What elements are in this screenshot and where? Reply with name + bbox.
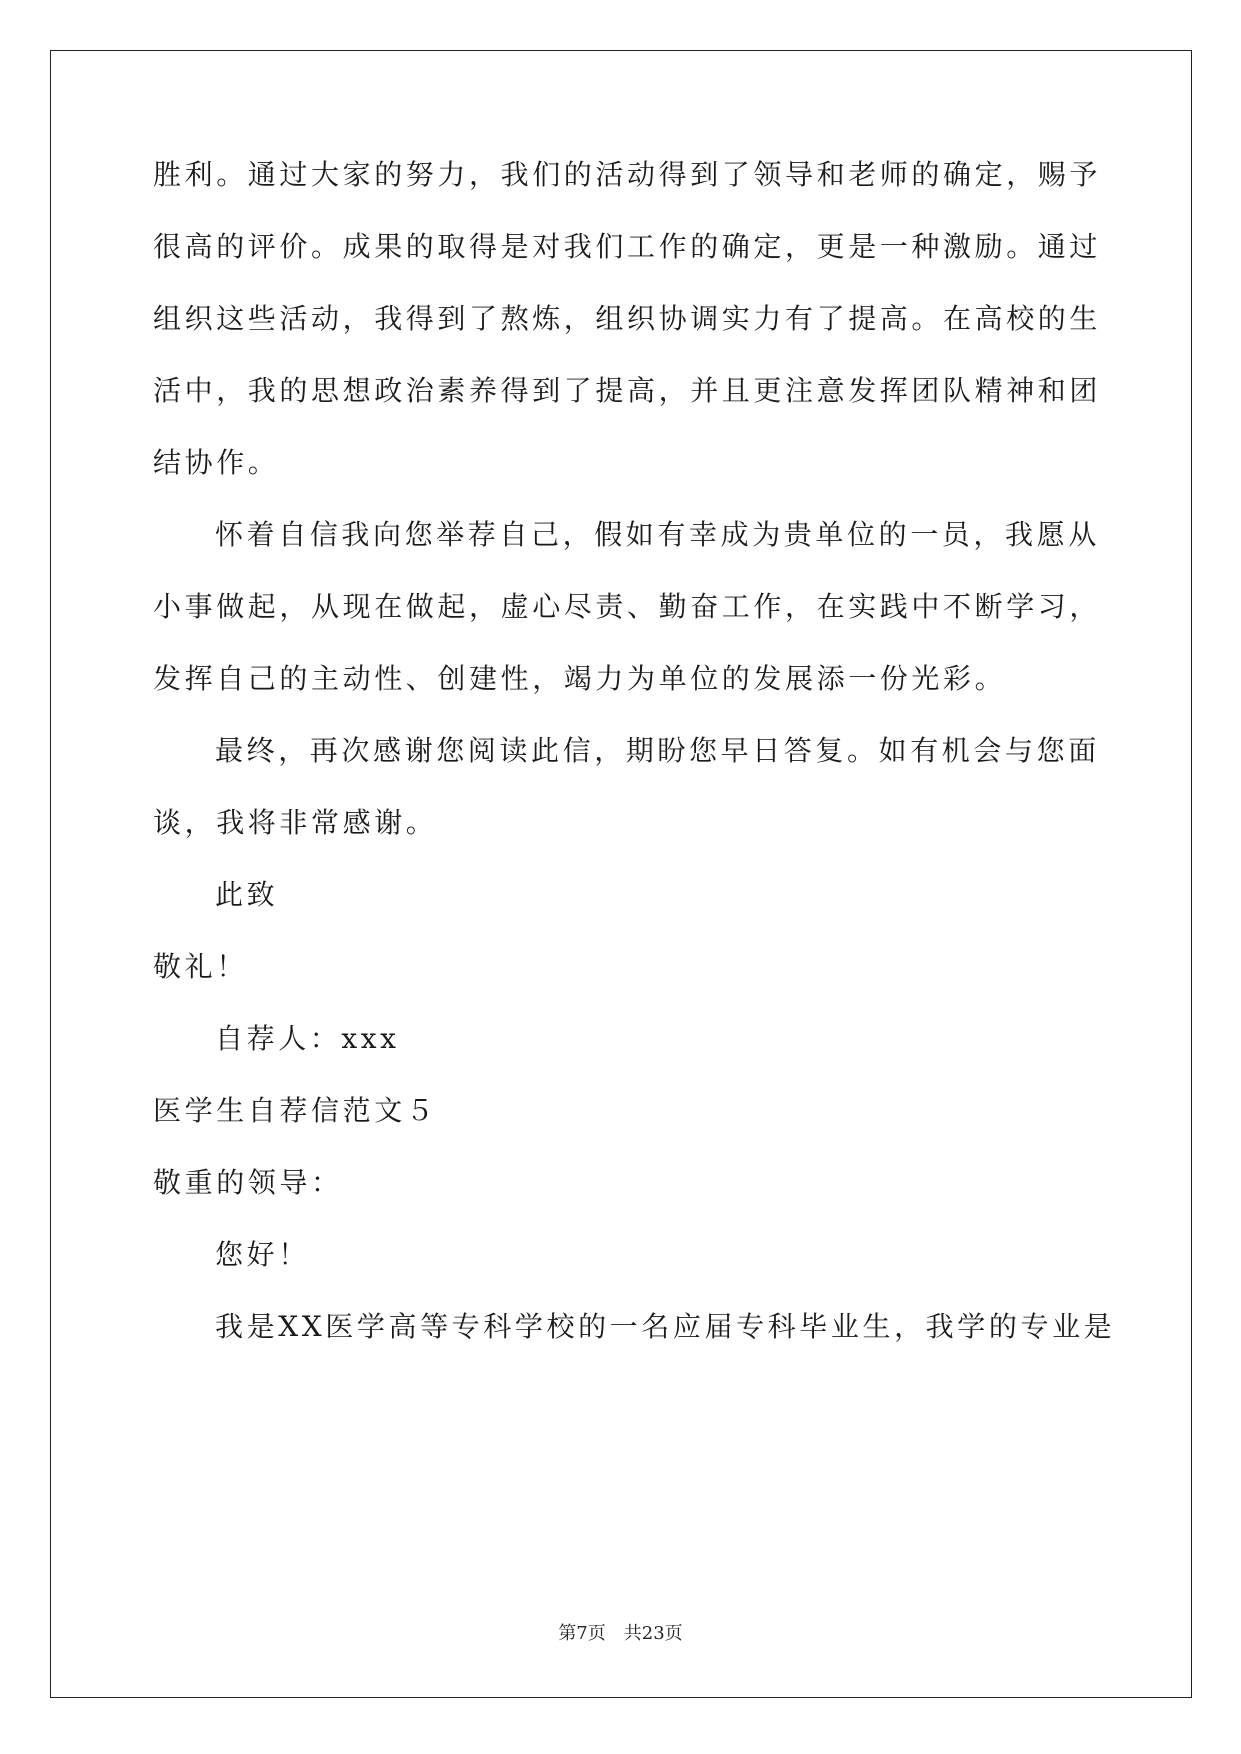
text-line: 活中，我的思想政治素养得到了提高，并且更注意发挥团队精神和团 [153,374,1102,407]
text-line: 小事做起，从现在做起，虚心尽责、勤奋工作，在实践中不断学习， [153,590,1102,623]
text-line: 发挥自己的主动性、创建性，竭力为单位的发展添一份光彩。 [153,662,1007,695]
paragraph-start: 怀着自信我向您举荐自己，假如有幸成为贵单位的一员，我愿从 [215,518,1100,551]
closing-line: 此致 [215,878,279,911]
salutation-line: 敬礼！ [153,950,248,983]
paragraph-start: 最终，再次感谢您阅读此信，期盼您早日答复。如有机会与您面 [215,734,1100,767]
text-line: 结协作。 [153,446,280,479]
page-footer: 第7页 共23页 [558,1623,683,1644]
text-line: 组织这些活动，我得到了熬炼，组织协调实力有了提高。在高校的生 [153,302,1102,335]
greeting-line: 您好！ [215,1238,310,1271]
greeting-line: 敬重的领导： [153,1166,343,1199]
section-title: 医学生自荐信范文５ [153,1094,438,1127]
page-frame [50,50,1192,1698]
text-line: 谈，我将非常感谢。 [153,806,438,839]
signature-line: 自荐人：xxx [215,1022,400,1055]
paragraph-start: 我是XX医学高等专科学校的一名应届专科毕业生，我学的专业是 [215,1310,1116,1343]
text-line: 胜利。通过大家的努力，我们的活动得到了领导和老师的确定，赐予 [153,158,1102,191]
text-line: 很高的评价。成果的取得是对我们工作的确定，更是一种激励。通过 [153,230,1102,263]
